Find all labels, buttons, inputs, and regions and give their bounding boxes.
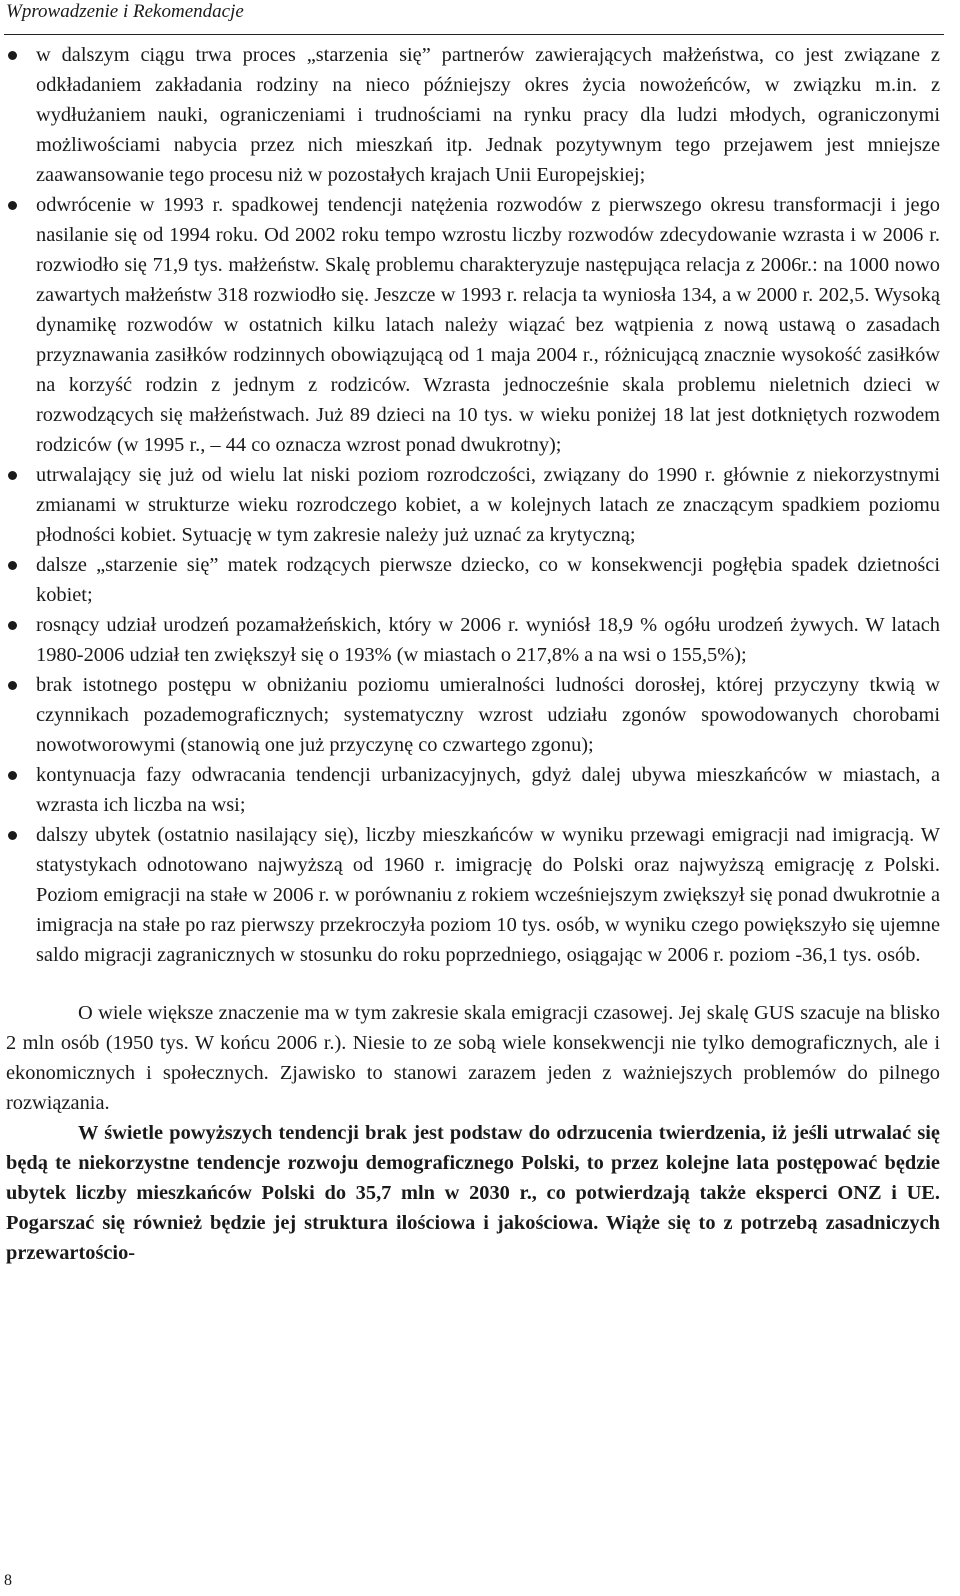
page-content <box>6 40 940 1268</box>
list-item <box>6 550 940 610</box>
bullet-icon <box>8 561 17 570</box>
list-item-text: dalsze „starzenie się” matek rodzących pierwsze dziecko, co w konsekwencji pogłębia spadek dzietności kobiet; <box>36 554 940 606</box>
list-item-text: kontynuacja fazy odwracania tendencji urbanizacyjnych, gdyż dalej ubywa mieszkańców w miastach, a wzrasta ich liczba na wsi; <box>36 764 940 816</box>
list-item-text: rosnący udział urodzeń pozamałżeńskich, który w 2006 r. wyniósł 18,9 % ogółu urodzeń żywych. W latach 1980-2006 udział ten zwiększył się o 193% (w miastach o 217,8% a na wsi o 155,5%); <box>36 614 940 666</box>
bullet-icon <box>8 51 17 60</box>
running-header <box>4 0 944 35</box>
list-item <box>6 190 940 460</box>
list-item-text: dalszy ubytek (ostatnio nasilający się), liczby mieszkańców w wyniku przewagi emigracji nad imigracją. W statystykach odnotowano najwyższą od 1960 r. imigrację do Polski oraz najwyższą emigrację z Polski. Poziom emigracji na stałe w 2006 r. w porównaniu z rokiem wcześniejszym zwiększył się ponad dwukrotnie a imigracja na stałe po raz pierwszy przekroczyła poziom 10 tys. osób, w wyniku czego powiększyło się ujemne saldo migracji zagranicznych w stosunku do roku poprzedniego, osiągając w 2006 r. poziom -36,1 tys. osób. <box>36 824 940 966</box>
bullet-icon <box>8 201 17 210</box>
list-item-text: odwrócenie w 1993 r. spadkowej tendencji natężenia rozwodów z pierwszego okresu transformacji i jego nasilanie się od 1994 roku. Od 2002 roku tempo wzrostu liczby rozwodów zdecydowanie wzrasta i w 2006 r. rozwiodło się 71,9 tys. małżeństw. Skalę problemu charakteryzuje następująca relacja z 2006r.: na 1000 nowo zawartych małżeństw 318 rozwiodło się. Jeszcze w 1993 r. relacja ta wyniosła 134, a w 2000 r. 202,5. Wysoką dynamikę rozwodów w ostatnich kilku latach należy wiązać bez wątpienia z nową ustawą o zasadach przyznawania zasiłków rodzinnych obowiązującą od 1 maja 2004 r., różnicującą znacznie wysokość zasiłków na korzyść rodzin z jednym z rodziców. Wzrasta jednocześnie skala problemu nieletnich dzieci w rozwodzących się małżeństwach. Już 89 dzieci na 10 tys. w wieku poniżej 18 lat jest dotkniętych rozwodem rodziców (w 1995 r., – 44 co oznacza wzrost ponad dwukrotny); <box>36 194 940 456</box>
list-item <box>6 670 940 760</box>
list-item-text: brak istotnego postępu w obniżaniu poziomu umieralności ludności dorosłej, której przyczyny tkwią w czynnikach pozademograficznych; systematyczny wzrost udziału zgonów spowodowanych chorobami nowotworowymi (stanowią one już przyczynę co czwartego zgonu); <box>36 674 940 756</box>
bullet-icon <box>8 621 17 630</box>
list-item <box>6 460 940 550</box>
bullet-icon <box>8 831 17 840</box>
bullet-list <box>6 40 940 970</box>
bullet-icon <box>8 681 17 690</box>
list-item <box>6 40 940 190</box>
list-item-text: utrwalający się już od wielu lat niski poziom rozrodczości, związany do 1990 r. głównie z niekorzystnymi zmianami w strukturze wieku rozrodczego kobiet, a w kolejnych latach ze znaczącym spadkiem poziomu płodności kobiet. Sytuację w tym zakresie należy już uznać za krytyczną; <box>36 464 940 546</box>
header-title: Wprowadzenie i Rekomendacje <box>6 1 244 22</box>
bold-paragraph: W świetle powyższych tendencji brak jest podstaw do odrzucenia twierdzenia, iż jeśli utrwalać się będą te niekorzystne tendencje rozwoju demograficznego Polski, to przez kolejne lata postępować będzie ubytek liczby mieszkańców Polski do 35,7 mln w 2030 r., co potwierdzają także eksperci ONZ i UE. Pogarszać się również będzie jej struktura ilościowa i jakościowa. Wiąże się to z potrzebą zasadniczych przewartościo- <box>6 1122 940 1264</box>
page-number: 8 <box>4 1572 12 1589</box>
list-item <box>6 760 940 820</box>
body-paragraph: O wiele większe znaczenie ma w tym zakresie skala emigracji czasowej. Jej skalę GUS szacuje na blisko 2 mln osób (1950 tys. W końcu 2006 r.). Niesie to ze sobą wiele konsekwencji nie tylko demograficznych, ale i ekonomicznych i społecznych. Zjawisko to stanowi zarazem jeden z ważniejszych problemów do pilnego rozwiązania. <box>6 1002 940 1114</box>
list-item <box>6 610 940 670</box>
list-item <box>6 820 940 970</box>
list-item-text: w dalszym ciągu trwa proces „starzenia się” partnerów zawierających małżeństwa, co jest związane z odkładaniem zakładania rodziny na nieco późniejszy okres życia nowożeńców, w związku m.in. z wydłużaniem nauki, ograniczeniami i trudnościami na rynku pracy dla ludzi młodych, ograniczonymi możliwościami nabycia przez nich mieszkań itp. Jednak pozytywnym tego przejawem jest mniejsze zaawansowanie tego procesu niż w pozostałych krajach Unii Europejskiej; <box>36 44 940 186</box>
bullet-icon <box>8 471 17 480</box>
bullet-icon <box>8 771 17 780</box>
